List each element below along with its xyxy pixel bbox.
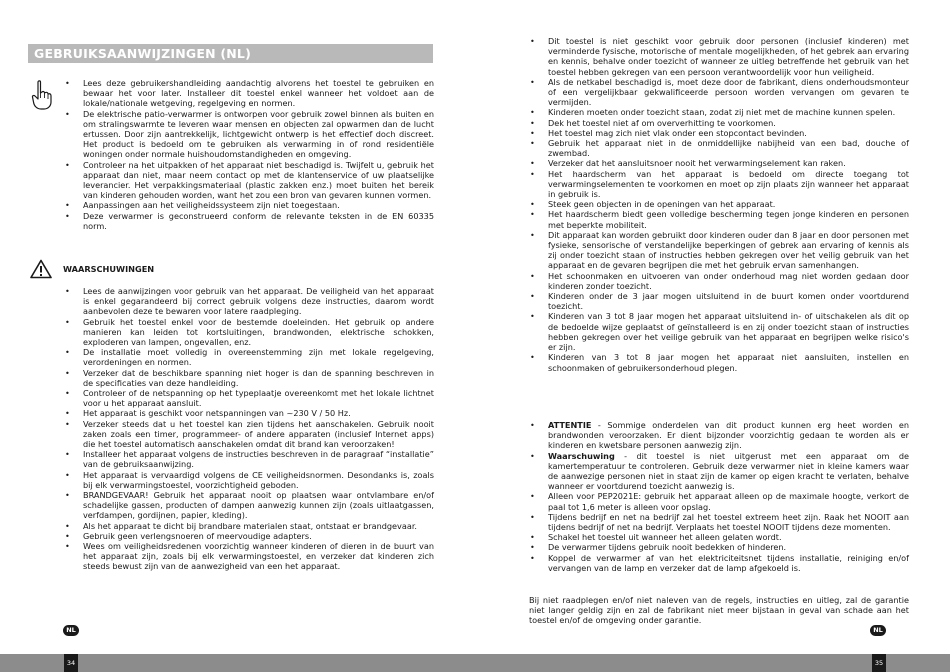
list-item [529,420,909,451]
list-item: • Kinderen van 3 tot 8 jaar mogen het apparaat uitsluitend in- of uitschakelen als dit op de bedoelde wijze geplaatst of geïnstalleerd is en zij onder toezicht staan of instructies hebben gekregen over het veilige gebruik van het apparaat en begrijpen welke risico's er zijn. [529,311,909,352]
list-item: • Deze verwarmer is geconstrueerd conform de relevante teksten in de EN 60335 norm. [64,211,434,231]
warnings-list [64,286,434,572]
list-item: • Verzeker dat de beschikbare spanning niet hoger is dan de spanning beschreven in de specificaties van deze handleiding. [64,368,434,388]
list-item: • Wees om veiligheidsredenen voorzichtig wanneer kinderen of dieren in de buurt van het apparaat zijn, zoals bij elk verwarmingstoestel, en verzeker dat kinderen zich steeds bewust zijn van de aanwezigheid van een het apparaat. [64,541,434,572]
list-item: • Het toestel mag zich niet vlak onder een stopcontact bevinden. [529,128,909,138]
warnings-heading: WAARSCHUWINGEN [63,264,155,274]
list-item: • De elektrische patio-verwarmer is ontworpen voor gebruik zowel binnen als buiten en om stralingswarmte te leveren waar mensen en objecten zal opwarmen dan de lucht ertussen. Door zijn aantrekkelijk, lichtgewicht ontwerp is het effectief doch discreet. Het product is bedoeld om te gebruiken als verwarming in of rond residentiële woningen onder normale huishoudomstandigheden en omgeving. [64,109,434,160]
list-item: • Steek geen objecten in de openingen van het apparaat. [529,199,909,209]
item-text: De verwarmer tijdens gebruik nooit bedekken of hinderen. [548,542,787,553]
list-item: • Het haardscherm van het apparaat is bedoeld om directe toegang tot verwarmingselementen te voorkomen en moet op zijn plaats zijn wanneer het apparaat in gebruik is. [529,169,909,200]
list-item: • Als het apparaat te dicht bij brandbare materialen staat, ontstaat er brandgevaar. [64,521,434,531]
list-item: • Verzeker dat het aansluitsnoer nooit het verwarmingselement kan raken. [529,158,909,168]
item-text: Schakel het toestel uit wanneer het alleen gelaten wordt. [548,532,782,543]
intro-list [64,78,434,231]
list-item: • Controleer na het uitpakken of het apparaat niet beschadigd is. Twijfelt u, gebruik het apparaat dan niet, maar neem contact op met de klantenservice of uw plaatselijke leverancier. Het verpakkingsmateriaal (plastic zakken enz.) moet buiten het bereik van kinderen gehouden worden, want het zou een bron van gevaren kunnen vormen. [64,160,434,201]
item-text: Koppel de verwarmer af van het elektriciteitsnet tijdens installatie, reiniging en/of vervangen van de lamp en verzeker dat de lamp afgekoeld is. [548,552,909,573]
list-item: • Installeer het apparaat volgens de instructies beschreven in de paragraaf “installatie” van de gebruiksaanwijzing. [64,449,434,469]
list-item [529,553,909,573]
list-item: • Kinderen onder de 3 jaar mogen uitsluitend in de buurt komen onder voortdurend toezicht. [529,291,909,311]
list-item [529,491,909,511]
attention-list [529,420,909,573]
list-item [529,512,909,532]
item-text: - Sommige onderdelen van dit product kunnen erg heet worden en brandwonden veroorzaken. Er dient bijzonder voorzichtig gedaan te worden als er kinderen en kwetsbare personen aanwezig zijn. [548,420,909,451]
list-item: • Dit apparaat kan worden gebruikt door kinderen ouder dan 8 jaar en door personen met fysieke, sensorische of verstandelijke beperkingen of gebrek aan ervaring of kennis als zij onder toezicht staan of instructies hebben gekregen over het veilig gebruik van het apparaat en de gevaren begrijpen die met het gebruik ervan samenhangen. [529,230,909,271]
pointing-hand-icon [30,80,52,110]
list-item: • Kinderen moeten onder toezicht staan, zodat zij niet met de machine kunnen spelen. [529,107,909,117]
list-item [529,532,909,542]
list-item: • Kinderen van 3 tot 8 jaar mogen het apparaat niet aansluiten, instellen en schoonmaken of gebruikersonderhoud plegen. [529,352,909,372]
list-item [529,542,909,552]
section-banner: GEBRUIKSAANWIJZINGEN (NL) [28,44,433,63]
item-lead: ATTENTIE [548,420,592,430]
warranty-note: Bij niet raadplegen en/of niet naleven van de regels, instructies en uitleg, zal de garantie niet langer geldig zijn en zal de fabrikant niet meer bijstaan in geval van schade aan het toestel en/of de omgeving onder garantie. [529,595,909,626]
list-item: • Het apparaat is geschikt voor netspanningen van ~230 V / 50 Hz. [64,408,434,418]
list-item: • Als de netkabel beschadigd is, moet deze door de fabrikant, diens onderhoudsmonteur of een vergelijkbaar gekwalificeerde persoon worden vervangen om gevaren te vermijden. [529,77,909,108]
item-lead: Waarschuwing [548,450,615,461]
list-item: • BRANDGEVAAR! Gebruik het apparaat nooit op plaatsen waar ontvlambare en/of schadelijke gassen, producten of dampen aanwezig kunnen zijn (zoals uitlaatgassen, verfdampen, gordijnen, papier, kleding). [64,490,434,521]
list-item: • Gebruik het toestel enkel voor de bestemde doeleinden. Het gebruik op andere manieren kan leiden tot kortsluitingen, brandwonden, elektrische schokken, exploderen van lampen, ongevallen, enz. [64,317,434,348]
list-item: • Het schoonmaken en uitvoeren van onder onderhoud mag niet worden gedaan door kinderen zonder toezicht. [529,271,909,291]
list-item: • Gebruik geen verlengsnoeren of meervoudige adapters. [64,531,434,541]
list-item: • Het apparaat is vervaardigd volgens de CE veiligheidsnormen. Desondanks is, zoals bij elk verwarmingstoestel, voorzichtigheid geboden. [64,470,434,490]
item-text: - dit toestel is niet uitgerust met een apparaat om de kamertemperatuur te controleren. Gebruik deze verwarmer niet in kleine kamers waar de aanwezige personen niet in staat zijn de kamer op eigen kracht te verlaten, behalve wanneer er voortdurend toezicht aanwezig is. [548,450,909,492]
page-number: 34 [64,654,78,672]
list-item [529,451,909,492]
language-badge: NL [870,625,886,636]
list-item: • De installatie moet volledig in overeenstemming zijn met lokale regelgeving, verordeningen en normen. [64,347,434,367]
list-item: • Dek het toestel niet af om oververhitting te voorkomen. [529,118,909,128]
item-text: Alleen voor PEP2021E: gebruik het apparaat alleen op de maximale hoogte, verkort de paal tot 1,6 meter is alleen voor opslag. [548,491,909,512]
list-item: • Aanpassingen aan het veiligheidssysteem zijn niet toegestaan. [64,200,434,210]
list-item: • Controleer of de netspanning op het typeplaatje overeenkomt met het lokale lichtnet voor u het apparaat aansluit. [64,388,434,408]
list-item: • Dit toestel is niet geschikt voor gebruik door personen (inclusief kinderen) met verminderde fysische, motorische of mentale mogelijkheden, of het gebrek aan ervaring en kennis, behalve onder toezicht of wanneer ze uitleg betreffende het gebruik van het toestel hebben gekregen van een persoon verantwoordelijk voor hun veiligheid. [529,36,909,77]
item-text: Tijdens bedrijf en net na bedrijf zal het toestel extreem heet zijn. Raak het NOOIT aan tijdens bedrijf of net na bedrijf. Verplaats het toestel NOOIT tijdens deze momenten. [548,511,909,533]
language-badge: NL [63,625,79,636]
list-item: • Het haardscherm biedt geen volledige bescherming tegen jonge kinderen en personen met beperkte mobiliteit. [529,209,909,229]
list-item: • Lees deze gebruikershandleiding aandachtig alvorens het toestel te gebruiken en bewaar het voor later. Installeer dit toestel enkel wanneer het voldoet aan de lokale/nationale wetgeving, regelgeving en normen. [64,78,434,109]
page-number: 35 [872,654,886,672]
list-item: • Gebruik het apparaat niet in de onmiddellijke nabijheid van een bad, douche of zwembad. [529,138,909,158]
list-item: • Lees de aanwijzingen voor gebruik van het apparaat. De veiligheid van het apparaat is enkel gegarandeerd bij correct gebruik volgens deze instructies, daarom wordt aanbevolen deze te bewaren voor latere raadpleging. [64,286,434,317]
safety-list [529,36,909,373]
warning-triangle-icon [30,259,52,279]
list-item: • Verzeker steeds dat u het toestel kan zien tijdens het aanschakelen. Gebruik nooit zaken zoals een timer, programmeer- of andere apparaten (inclusief Internet apps) die het toestel automatisch aanschakelen omdat dit brand kan veroorzaken! [64,419,434,450]
